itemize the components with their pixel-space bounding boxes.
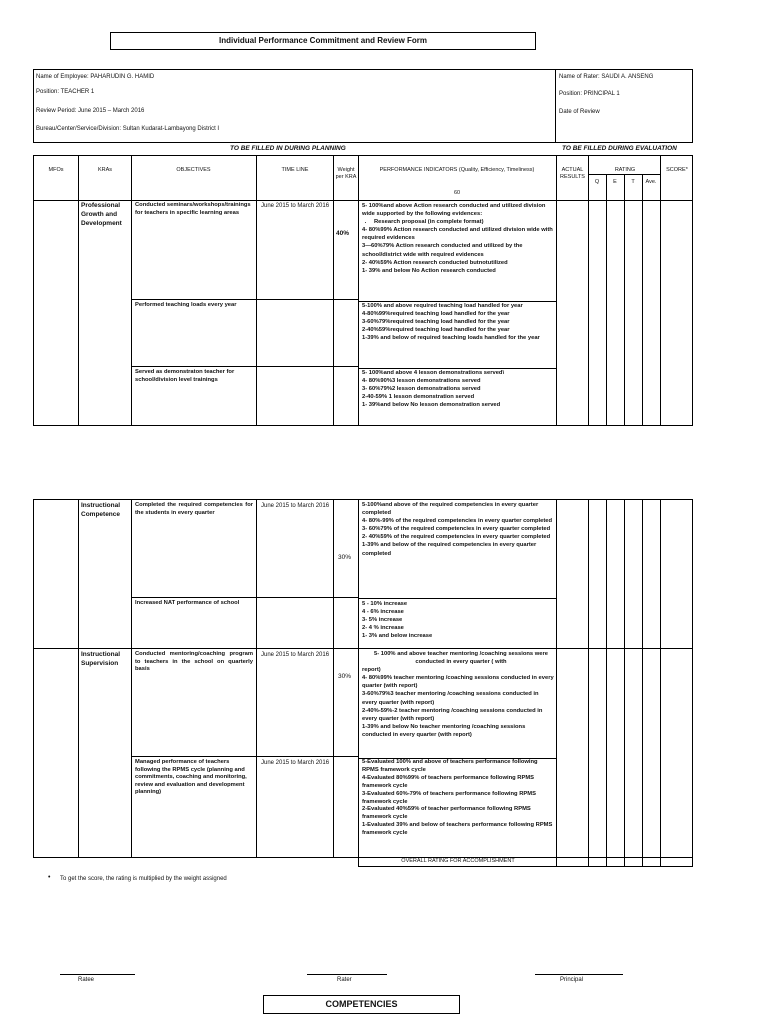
competencies-title: COMPETENCIES [263, 995, 460, 1014]
principal-label: Principal [560, 977, 584, 983]
employee-name: Name of Employee: PAHARUDIN G. HAMID [36, 74, 155, 80]
pi-competencies: 5-100%and above of the required competencies in every quarter completed 4- 80%-99% of the required competencies in every quarter completed 3- 60%79% of the required competencies in every quarter completed 2- 40%59% of the required competencies in every quarter completed 1-39% and below of the required competencies in every quarter completed [362, 502, 553, 557]
kra-instructional-competence: Instructional Competence [81, 502, 121, 518]
header-t: T [631, 179, 635, 185]
header-kras: KRAs [97, 167, 113, 173]
form-title: Individual Performance Commitment and Review Form [110, 32, 536, 50]
weight-40: 40% [336, 230, 350, 237]
pi-demonstrations: 5- 100%and above 4 lesson demonstrations served\ 4- 80%90%3 lesson demonstrations served 3- 60%79%2 lesson demonstrations served 2-40-59% 1 lesson demonstration served 1- 39%and below No lesson demonstration served [362, 370, 505, 409]
planning-label: TO BE FILLED IN DURING PLANNING [230, 145, 346, 152]
rater-label: Rater [337, 977, 352, 983]
header-pi-sub: 60 [453, 190, 461, 196]
ratee-label: Ratee [78, 977, 95, 983]
pi-action-research: 5- 100%and above Action research conducted and utilized division wide supported by the following evidences: • Research proposal (in complete format) 4- 80%99% Action research conducted and utilized division wide with required evidences 3—60%79% Action research conducted and utilized by the school/district wide with required evidences 2- 40%59% Action research conducted butnotutilized 1- 39% and below No Action research conducted [362, 202, 554, 275]
objective-rpms: Managed performance of teachers following the RPMS cycle (planning and commitments, coaching and monitoring, review and evaluation and development planning) [135, 759, 247, 796]
timeline-3: June 2015 to March 2016 [261, 652, 330, 658]
header-objectives: OBJECTIVES [176, 167, 211, 173]
objective-teaching-loads: Performed teaching loads every year [135, 302, 237, 308]
objective-nat: Increased NAT performance of school [135, 600, 240, 606]
date-of-review: Date of Review [559, 109, 600, 115]
header-q: Q [594, 179, 600, 185]
evaluation-label: TO BE FILLED DURING EVALUATION [562, 145, 677, 152]
pi-nat: 5 - 10% increase 4 - 6% increase 3- 5% increase 2- 4 % increase 1- 3% and below increase [362, 601, 433, 640]
bureau: Bureau/Center/Service/Division: Sultan Kudarat-Lambayong District I [36, 126, 220, 132]
header-ave: Ave. [645, 179, 657, 185]
header-mfos: MFOs [48, 167, 64, 173]
header-actual-results: ACTUAL RESULTS [560, 167, 585, 180]
overall-rating-label: OVERALL RATING FOR ACCOMPLISHMENT [401, 858, 515, 864]
pi-teaching-loads: 5-100% and above required teaching load handled for year 4-80%99%required teaching load handled for the year 3-60%79%required teaching load handled for the year 2-40%59%required teaching load handled for the year 1-39% and below of required teaching loads handled for the year [362, 303, 540, 342]
header-performance-indicators: PERFORMANCE INDICATORS (Quality, Efficiency, Timeliness) [379, 167, 535, 173]
review-period: Review Period: June 2015 – March 2016 [36, 108, 145, 114]
timeline-4: June 2015 to March 2016 [261, 760, 330, 766]
rater-name: Name of Rater: SAUDI A. ANSENG [559, 74, 654, 80]
header-score: SCORE* [666, 167, 688, 173]
score-note: To get the score, the rating is multiplied by the weight assigned [60, 876, 227, 882]
header-e: E [613, 179, 617, 185]
timeline-2: June 2015 to March 2016 [261, 503, 330, 509]
header-rating: RATING [614, 167, 636, 173]
employee-position: Position: TEACHER 1 [36, 89, 95, 95]
timeline-1: June 2015 to March 2016 [261, 203, 330, 209]
pi-mentoring: 5- 100% and above teacher mentoring /coaching sessions were conducted in every quarter ( with report) 4- 80%99% teacher mentoring /coaching sessions conducted in every quarter (with report) 3-60%79%3 teacher mentoring /coaching sessions conducted in every quarter (with report) 2-40%-59%-2 teacher mentoring /coaching sessions conducted in every quarter (with report) 1-39% and below No teacher mentoring /coaching sessions conducted in every quarter (with report) [362, 651, 554, 738]
objective-seminars: Conducted seminars/workshops/trainings for teachers in specific learning areas [135, 202, 251, 216]
objective-demonstration: Served as demonstraton teacher for school/division level trainings [135, 369, 235, 383]
header-timeline: TIME LINE [281, 167, 309, 173]
objective-competencies: Completed the required competencies for the students in every quarter [135, 502, 253, 516]
kra-professional-growth: Professional Growth and Development [81, 202, 122, 227]
kra-instructional-supervision: Instructional Supervision [81, 651, 121, 667]
weight-30-b: 30% [338, 673, 352, 680]
bullet-dot: • [48, 874, 51, 881]
weight-30-a: 30% [338, 554, 352, 561]
objective-mentoring: Conducted mentoring/coaching program to teachers in the school on quarterly basis [135, 651, 253, 673]
pi-rpms: 5-Evaluated 100% and above of teachers performance following RPMS framework cycle 4-Evaluated 80%99% of teachers performance following RPMS framework cycle 3-Evaluated 60%-79% of teachers performance following RPMS framework cycle 2-Evaluated 40%59% of teacher performance following RPMS framework cycle 1-Evaluated 39% and below of teachers performance following RPMS framework cycle [362, 759, 553, 837]
header-weight: Weight per KRA [335, 167, 357, 180]
rater-position: Position: PRINCIPAL 1 [559, 91, 620, 97]
